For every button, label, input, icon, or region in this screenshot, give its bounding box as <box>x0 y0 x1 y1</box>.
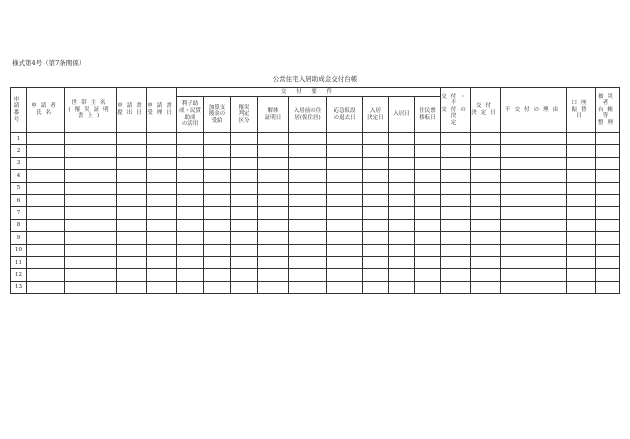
table-cell[interactable] <box>231 244 258 256</box>
col-grant-decision-date: 交付 決定日 <box>471 88 501 133</box>
table-cell[interactable] <box>231 219 258 231</box>
row-number: 9 <box>11 232 27 244</box>
col-loan-usage: 利子助 成・民賃 助成 の活用 <box>177 97 204 133</box>
table-cell[interactable] <box>441 145 471 157</box>
table-cell[interactable] <box>289 256 327 268</box>
table-cell[interactable] <box>258 145 289 157</box>
table-row <box>11 194 620 206</box>
table-cell[interactable] <box>289 232 327 244</box>
col-demolition-date: 解体 証明日 <box>258 97 289 133</box>
table-cell[interactable] <box>415 232 441 244</box>
table-cell[interactable] <box>147 256 177 268</box>
row-number: 13 <box>11 281 27 293</box>
table-cell[interactable] <box>147 219 177 231</box>
table-cell[interactable] <box>415 207 441 219</box>
table-cell[interactable] <box>289 182 327 194</box>
table-cell[interactable] <box>471 170 501 182</box>
table-cell[interactable] <box>363 281 389 293</box>
table-cell[interactable] <box>567 232 596 244</box>
table-cell[interactable] <box>567 244 596 256</box>
table-cell[interactable] <box>363 170 389 182</box>
row-number: 8 <box>11 219 27 231</box>
table-cell[interactable] <box>117 256 147 268</box>
table-cell[interactable] <box>289 281 327 293</box>
table-cell[interactable] <box>471 281 501 293</box>
table-cell[interactable] <box>289 269 327 281</box>
table-cell[interactable] <box>441 170 471 182</box>
table-cell[interactable] <box>65 157 117 169</box>
row-number: 3 <box>11 157 27 169</box>
table-cell[interactable] <box>65 232 117 244</box>
table-cell[interactable] <box>501 133 567 145</box>
table-cell[interactable] <box>204 194 231 206</box>
table-cell[interactable] <box>389 269 415 281</box>
table-cell[interactable] <box>471 219 501 231</box>
row-number: 4 <box>11 170 27 182</box>
table-cell[interactable] <box>231 269 258 281</box>
col-receipt-date: 申請書 受理日 <box>147 88 177 133</box>
col-disaster-ledger-status: 被災者 台帳等 整理 <box>596 88 620 133</box>
table-cell[interactable] <box>289 194 327 206</box>
table-cell[interactable] <box>389 219 415 231</box>
table-cell[interactable] <box>177 256 204 268</box>
table-cell[interactable] <box>415 133 441 145</box>
table-cell[interactable] <box>177 269 204 281</box>
table-cell[interactable] <box>204 207 231 219</box>
col-transfer-date: 口座 振替日 <box>567 88 596 133</box>
table-cell[interactable] <box>596 256 620 268</box>
table-cell[interactable] <box>258 269 289 281</box>
table-row <box>11 281 620 293</box>
col-support-grant: 加算支 援金の 受給 <box>204 97 231 133</box>
table-cell[interactable] <box>231 182 258 194</box>
table-row <box>11 219 620 231</box>
table-cell[interactable] <box>363 256 389 268</box>
table-cell[interactable] <box>27 207 65 219</box>
table-cell[interactable] <box>177 194 204 206</box>
table-cell[interactable] <box>501 145 567 157</box>
table-cell[interactable] <box>389 281 415 293</box>
col-non-grant-reason: 不交付の理由 <box>501 88 567 133</box>
table-cell[interactable] <box>289 133 327 145</box>
table-cell[interactable] <box>596 269 620 281</box>
table-cell[interactable] <box>231 133 258 145</box>
table-cell[interactable] <box>117 157 147 169</box>
table-cell[interactable] <box>596 145 620 157</box>
table-cell[interactable] <box>231 145 258 157</box>
table-row <box>11 244 620 256</box>
table-cell[interactable] <box>258 157 289 169</box>
row-number: 11 <box>11 256 27 268</box>
table-cell[interactable] <box>567 170 596 182</box>
table-cell[interactable] <box>441 281 471 293</box>
table-cell[interactable] <box>117 194 147 206</box>
table-cell[interactable] <box>65 133 117 145</box>
table-cell[interactable] <box>27 194 65 206</box>
table-cell[interactable] <box>415 244 441 256</box>
table-cell[interactable] <box>363 157 389 169</box>
table-cell[interactable] <box>258 133 289 145</box>
table-cell[interactable] <box>441 232 471 244</box>
table-cell[interactable] <box>327 207 363 219</box>
table-cell[interactable] <box>363 219 389 231</box>
table-cell[interactable] <box>27 157 65 169</box>
table-cell[interactable] <box>327 269 363 281</box>
table-cell[interactable] <box>389 256 415 268</box>
table-cell[interactable] <box>363 145 389 157</box>
col-applicant-name: 申請者氏名 <box>27 88 65 133</box>
table-cell[interactable] <box>147 232 177 244</box>
table-cell[interactable] <box>65 244 117 256</box>
table-cell[interactable] <box>27 133 65 145</box>
table-cell[interactable] <box>65 145 117 157</box>
table-cell[interactable] <box>363 207 389 219</box>
table-cell[interactable] <box>65 256 117 268</box>
row-number: 2 <box>11 145 27 157</box>
table-cell[interactable] <box>415 219 441 231</box>
table-cell[interactable] <box>204 157 231 169</box>
table-cell[interactable] <box>258 281 289 293</box>
table-cell[interactable] <box>177 244 204 256</box>
table-cell[interactable] <box>117 207 147 219</box>
table-cell[interactable] <box>501 194 567 206</box>
table-cell[interactable] <box>27 281 65 293</box>
table-cell[interactable] <box>65 219 117 231</box>
table-cell[interactable] <box>567 256 596 268</box>
document-title: 公営住宅入居助成金交付台帳 <box>272 75 358 83</box>
table-cell[interactable] <box>441 256 471 268</box>
row-number: 5 <box>11 182 27 194</box>
table-cell[interactable] <box>471 256 501 268</box>
table-cell[interactable] <box>177 281 204 293</box>
table-cell[interactable] <box>177 145 204 157</box>
table-cell[interactable] <box>204 281 231 293</box>
table-cell[interactable] <box>415 281 441 293</box>
table-cell[interactable] <box>501 182 567 194</box>
col-application-number: 申請 番号 <box>11 88 27 133</box>
table-cell[interactable] <box>471 194 501 206</box>
table-cell[interactable] <box>441 194 471 206</box>
table-cell[interactable] <box>501 244 567 256</box>
table-cell[interactable] <box>389 133 415 145</box>
row-number: 7 <box>11 207 27 219</box>
table-cell[interactable] <box>596 170 620 182</box>
row-number: 10 <box>11 244 27 256</box>
table-cell[interactable] <box>567 194 596 206</box>
table-cell[interactable] <box>117 133 147 145</box>
table-cell[interactable] <box>147 133 177 145</box>
table-cell[interactable] <box>289 145 327 157</box>
table-cell[interactable] <box>147 170 177 182</box>
table-cell[interactable] <box>596 133 620 145</box>
table-cell[interactable] <box>327 145 363 157</box>
table-cell[interactable] <box>258 232 289 244</box>
table-cell[interactable] <box>363 194 389 206</box>
table-cell[interactable] <box>147 157 177 169</box>
table-cell[interactable] <box>596 244 620 256</box>
table-cell[interactable] <box>147 194 177 206</box>
row-number: 12 <box>11 269 27 281</box>
table-cell[interactable] <box>441 207 471 219</box>
table-cell[interactable] <box>363 244 389 256</box>
table-cell[interactable] <box>289 207 327 219</box>
table-cell[interactable] <box>27 145 65 157</box>
table-cell[interactable] <box>147 182 177 194</box>
table-cell[interactable] <box>27 232 65 244</box>
table-cell[interactable] <box>363 232 389 244</box>
table-cell[interactable] <box>567 157 596 169</box>
table-cell[interactable] <box>65 194 117 206</box>
table-cell[interactable] <box>65 281 117 293</box>
ledger-body <box>11 133 620 294</box>
table-cell[interactable] <box>289 219 327 231</box>
col-move-in-date: 入居日 <box>389 97 415 133</box>
table-cell[interactable] <box>117 232 147 244</box>
table-cell[interactable] <box>389 145 415 157</box>
table-cell[interactable] <box>117 244 147 256</box>
table-cell[interactable] <box>471 244 501 256</box>
table-cell[interactable] <box>147 281 177 293</box>
table-cell[interactable] <box>596 194 620 206</box>
table-cell[interactable] <box>327 219 363 231</box>
table-cell[interactable] <box>147 207 177 219</box>
table-row <box>11 207 620 219</box>
table-cell[interactable] <box>177 170 204 182</box>
table-cell[interactable] <box>177 157 204 169</box>
table-cell[interactable] <box>204 269 231 281</box>
table-cell[interactable] <box>147 145 177 157</box>
table-cell[interactable] <box>415 157 441 169</box>
table-cell[interactable] <box>363 182 389 194</box>
col-resident-transfer-date: 住民票 移転日 <box>415 97 441 133</box>
table-cell[interactable] <box>231 256 258 268</box>
table-row <box>11 133 620 145</box>
header-group-row <box>11 88 620 97</box>
table-cell[interactable] <box>204 219 231 231</box>
table-cell[interactable] <box>441 219 471 231</box>
table-cell[interactable] <box>27 170 65 182</box>
col-householder: 世帯主名 (罹災証明書上) <box>65 88 117 133</box>
table-cell[interactable] <box>471 269 501 281</box>
table-cell[interactable] <box>327 182 363 194</box>
table-cell[interactable] <box>363 133 389 145</box>
table-cell[interactable] <box>389 170 415 182</box>
table-cell[interactable] <box>441 133 471 145</box>
table-cell[interactable] <box>204 145 231 157</box>
table-cell[interactable] <box>117 182 147 194</box>
table-cell[interactable] <box>289 157 327 169</box>
table-cell[interactable] <box>471 232 501 244</box>
table-cell[interactable] <box>204 244 231 256</box>
table-cell[interactable] <box>501 170 567 182</box>
table-cell[interactable] <box>177 232 204 244</box>
table-cell[interactable] <box>258 244 289 256</box>
table-cell[interactable] <box>231 207 258 219</box>
table-cell[interactable] <box>471 133 501 145</box>
table-cell[interactable] <box>177 207 204 219</box>
table-cell[interactable] <box>471 157 501 169</box>
table-cell[interactable] <box>596 232 620 244</box>
table-row <box>11 232 620 244</box>
table-cell[interactable] <box>258 170 289 182</box>
col-previous-residence: 入居前の住 居(仮住居) <box>289 97 327 133</box>
row-number: 1 <box>11 133 27 145</box>
table-cell[interactable] <box>441 157 471 169</box>
table-cell[interactable] <box>327 170 363 182</box>
table-cell[interactable] <box>596 207 620 219</box>
table-cell[interactable] <box>258 194 289 206</box>
table-row <box>11 182 620 194</box>
table-row <box>11 269 620 281</box>
table-cell[interactable] <box>65 182 117 194</box>
col-submission-date: 申請書 提出日 <box>117 88 147 133</box>
table-cell[interactable] <box>567 182 596 194</box>
table-cell[interactable] <box>567 269 596 281</box>
table-cell[interactable] <box>327 281 363 293</box>
table-cell[interactable] <box>231 232 258 244</box>
table-cell[interactable] <box>501 157 567 169</box>
table-cell[interactable] <box>415 256 441 268</box>
table-cell[interactable] <box>204 232 231 244</box>
table-cell[interactable] <box>327 232 363 244</box>
form-number: 様式第4号（第7条関係） <box>12 59 86 67</box>
grant-ledger-table <box>10 87 620 294</box>
table-cell[interactable] <box>389 157 415 169</box>
table-cell[interactable] <box>441 182 471 194</box>
table-cell[interactable] <box>596 157 620 169</box>
table-cell[interactable] <box>441 244 471 256</box>
table-cell[interactable] <box>389 182 415 194</box>
table-cell[interactable] <box>363 269 389 281</box>
table-cell[interactable] <box>258 219 289 231</box>
col-disaster-category: 罹災 判定 区分 <box>231 97 258 133</box>
table-cell[interactable] <box>177 182 204 194</box>
table-cell[interactable] <box>147 244 177 256</box>
table-row <box>11 157 620 169</box>
table-cell[interactable] <box>567 281 596 293</box>
table-cell[interactable] <box>327 256 363 268</box>
col-temporary-exit-date: 応急仮設 の退去日 <box>327 97 363 133</box>
table-cell[interactable] <box>147 269 177 281</box>
table-cell[interactable] <box>501 269 567 281</box>
table-row <box>11 170 620 182</box>
table-cell[interactable] <box>231 281 258 293</box>
table-cell[interactable] <box>389 207 415 219</box>
table-cell[interactable] <box>117 269 147 281</box>
table-cell[interactable] <box>258 207 289 219</box>
table-cell[interactable] <box>567 133 596 145</box>
table-cell[interactable] <box>231 170 258 182</box>
table-cell[interactable] <box>27 182 65 194</box>
table-cell[interactable] <box>65 207 117 219</box>
group-header-grant-requirements: 交 付 要 件 <box>177 88 441 97</box>
table-cell[interactable] <box>415 182 441 194</box>
table-cell[interactable] <box>27 219 65 231</box>
table-cell[interactable] <box>204 133 231 145</box>
table-cell[interactable] <box>501 256 567 268</box>
table-cell[interactable] <box>289 170 327 182</box>
table-cell[interactable] <box>415 145 441 157</box>
table-cell[interactable] <box>117 145 147 157</box>
table-cell[interactable] <box>501 207 567 219</box>
table-cell[interactable] <box>501 219 567 231</box>
col-grant-decision: 交付・不 交付の決 定 <box>441 88 471 133</box>
table-row <box>11 145 620 157</box>
table-cell[interactable] <box>415 194 441 206</box>
table-cell[interactable] <box>567 207 596 219</box>
table-cell[interactable] <box>389 232 415 244</box>
table-cell[interactable] <box>204 256 231 268</box>
table-cell[interactable] <box>258 256 289 268</box>
table-cell[interactable] <box>327 157 363 169</box>
table-cell[interactable] <box>501 232 567 244</box>
table-cell[interactable] <box>117 170 147 182</box>
row-number: 6 <box>11 194 27 206</box>
table-cell[interactable] <box>27 244 65 256</box>
table-cell[interactable] <box>389 244 415 256</box>
col-move-in-decision-date: 入居 決定日 <box>363 97 389 133</box>
table-cell[interactable] <box>177 219 204 231</box>
table-cell[interactable] <box>204 182 231 194</box>
table-cell[interactable] <box>65 269 117 281</box>
table-cell[interactable] <box>596 219 620 231</box>
table-cell[interactable] <box>27 256 65 268</box>
table-cell[interactable] <box>327 194 363 206</box>
table-row <box>11 256 620 268</box>
table-cell[interactable] <box>471 182 501 194</box>
table-cell[interactable] <box>327 244 363 256</box>
table-cell[interactable] <box>65 170 117 182</box>
table-cell[interactable] <box>117 281 147 293</box>
table-cell[interactable] <box>567 219 596 231</box>
table-cell[interactable] <box>415 269 441 281</box>
table-cell[interactable] <box>441 269 471 281</box>
table-cell[interactable] <box>289 244 327 256</box>
table-cell[interactable] <box>596 182 620 194</box>
table-cell[interactable] <box>501 281 567 293</box>
table-cell[interactable] <box>231 157 258 169</box>
table-cell[interactable] <box>415 170 441 182</box>
table-cell[interactable] <box>596 281 620 293</box>
table-cell[interactable] <box>471 207 501 219</box>
table-cell[interactable] <box>117 219 147 231</box>
table-cell[interactable] <box>177 133 204 145</box>
table-cell[interactable] <box>471 145 501 157</box>
table-cell[interactable] <box>204 170 231 182</box>
table-cell[interactable] <box>327 133 363 145</box>
table-cell[interactable] <box>258 182 289 194</box>
table-cell[interactable] <box>27 269 65 281</box>
table-cell[interactable] <box>567 145 596 157</box>
table-cell[interactable] <box>389 194 415 206</box>
table-cell[interactable] <box>231 194 258 206</box>
